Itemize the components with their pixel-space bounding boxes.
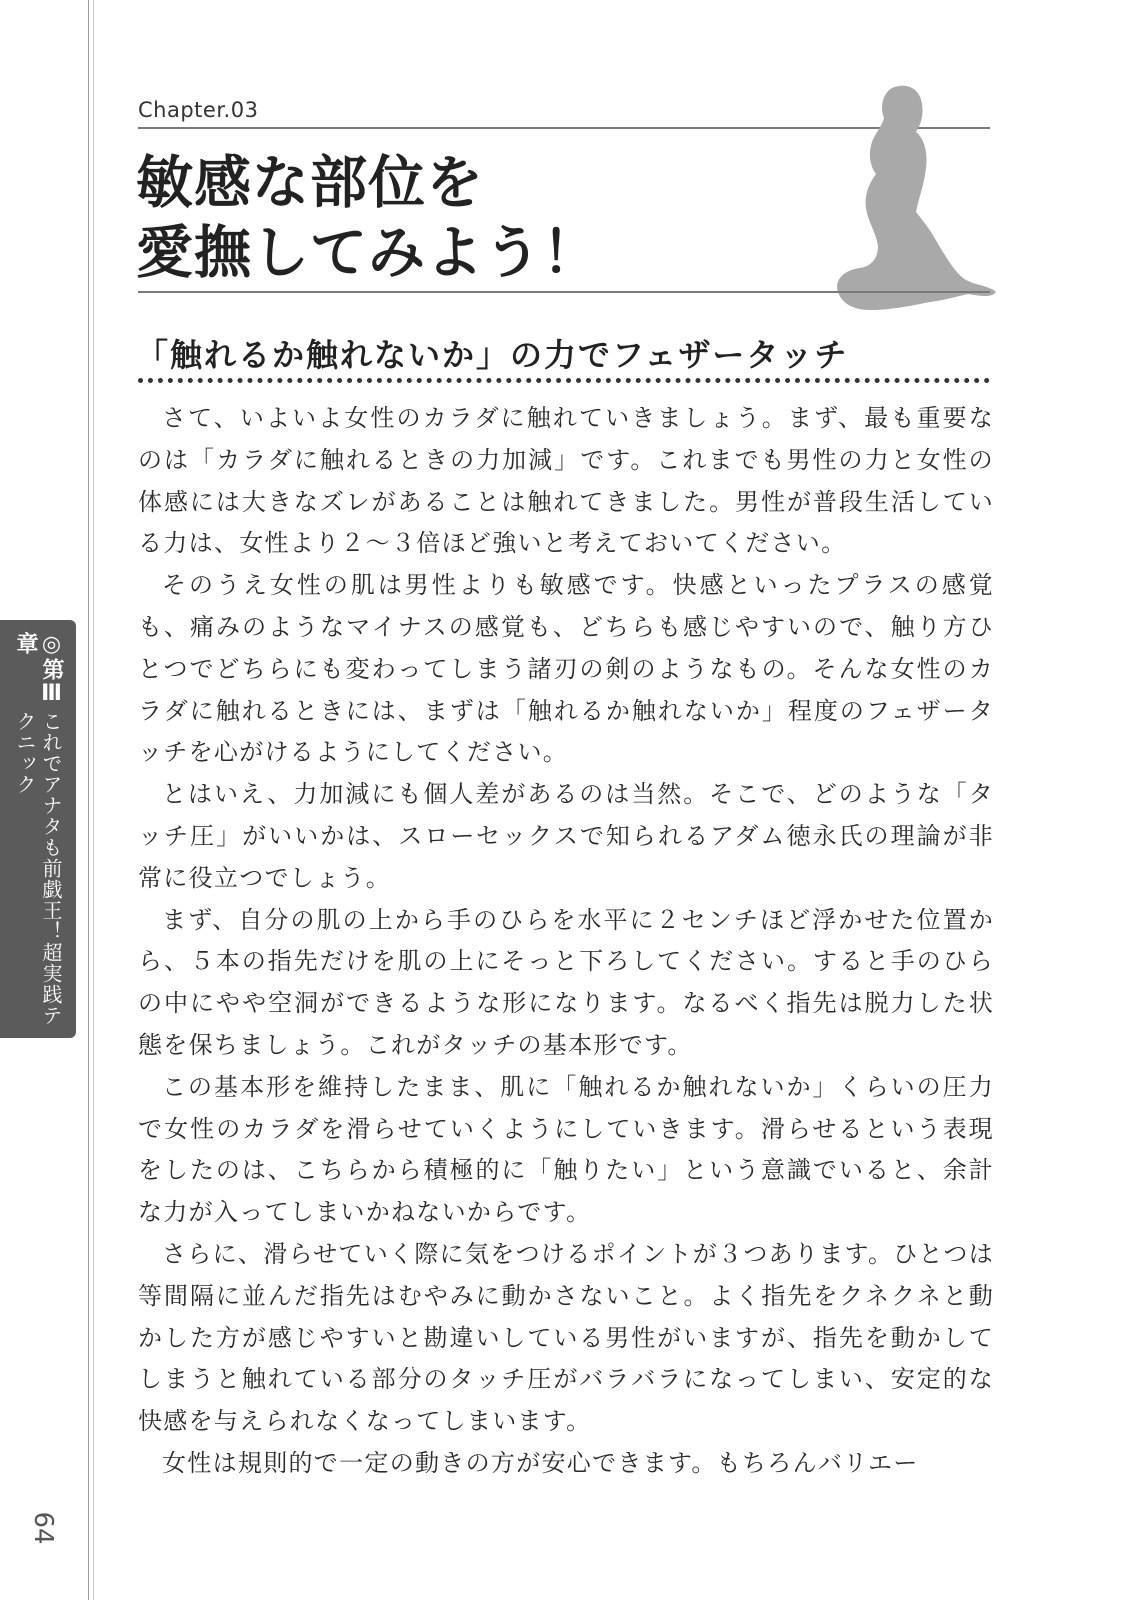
kneeling-woman-silhouette-icon xyxy=(820,82,1000,322)
paragraph: さらに、滑らせていく際に気をつけるポイントが３つあります。ひとつは等間隔に並んだ指先はむやみに動かさないこと。よく指先をクネクネと動かした方が感じやすいと勘違いしている男性がいますが、指先を動かしてしまうと触れている部分のタッチ圧がバラバラになってしまい、安定的な快感を与えられなくなってしまいます。 xyxy=(138,1239,994,1436)
margin-rule-inner xyxy=(93,0,94,1600)
section-heading: 「触れるか触れないか」の力でフェザータッチ xyxy=(136,336,849,374)
paragraph: まず、自分の肌の上から手のひらを水平に２センチほど浮かせた位置から、５本の指先だけを肌の上にそっと下ろしてください。すると手のひらの中にやや空洞ができるような形になります。なるべく指先は脱力した状態を保ちましょう。これがタッチの基本形です。 xyxy=(138,905,994,1059)
paragraph: さて、いよいよ女性のカラダに触れていきましょう。まず、最も重要なのは「カラダに触れるときの力加減」です。これまでも男性の力と女性の体感には大きなズレがあることは触れてきました。男性が普段生活している力は、女性より２〜３倍ほど強いと考えておいてください。 xyxy=(138,404,994,558)
body-text xyxy=(138,398,994,1485)
chapter-label: Chapter.03 xyxy=(138,98,259,122)
paragraph: とはいえ、力加減にも個人差があるのは当然。そこで、どのような「タッチ圧」がいいかは、スローセックスで知られるアダム徳永氏の理論が非常に役立つでしょう。 xyxy=(138,780,994,892)
header-rule-bottom xyxy=(138,291,990,293)
chapter-mark: ◎第Ⅲ章 xyxy=(13,632,64,707)
page-title xyxy=(136,148,600,288)
page-title-line-2: 愛撫してみよう！ xyxy=(136,220,600,286)
section-dotted-rule xyxy=(138,378,990,383)
paragraph: この基本形を維持したまま、肌に「触れるか触れないか」くらいの圧力で女性のカラダを滑らせていくようにしていきます。滑らせるという表現をしたのは、こちらから積極的に「触りたい」という意識でいると、余計な力が入ってしまいかねないからです。 xyxy=(138,1072,994,1227)
paragraph: 女性は規則的で一定の動きの方が安心できます。もちろんバリエー xyxy=(162,1448,919,1477)
paragraph: そのうえ女性の肌は男性よりも敏感です。快感といったプラスの感覚も、痛みのようなマイナスの感覚も、どちらも感じやすいので、触り方ひとつでどちらにも変わってしまう諸刃の剣のようなもの。そんな女性のカラダに触れるときには、まずは「触れるか触れないか」程度のフェザータッチを心がけるようにしてください。 xyxy=(138,571,994,767)
margin-rule xyxy=(88,0,89,1600)
chapter-subtitle: これでアナタも前戯王！超実践テクニック xyxy=(13,710,63,1026)
page-title-line-1: 敏感な部位を xyxy=(136,150,484,216)
chapter-side-tab-text xyxy=(0,632,76,1032)
page-number: 64 xyxy=(28,1511,58,1545)
